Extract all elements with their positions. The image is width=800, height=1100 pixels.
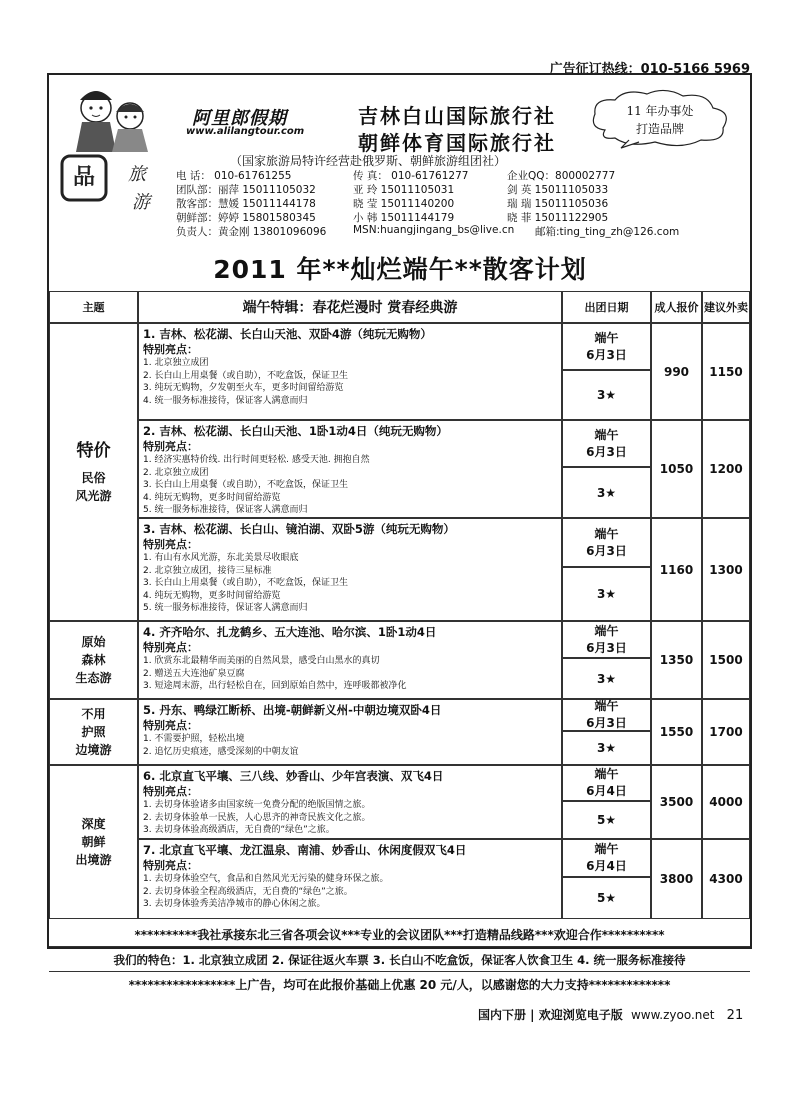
route-cell — [138, 323, 562, 420]
retail-cell — [702, 323, 750, 420]
route-item: 4. 纯玩无购物，更多时间留给游览 — [143, 590, 281, 601]
route-item: 1. 欣赏东北最精华而美丽的自然风景，感受白山黑水的真切 — [143, 656, 380, 666]
date-value: 6月4日 — [586, 784, 627, 798]
category-line: 出境游 — [75, 853, 112, 867]
star-cell — [562, 370, 651, 420]
date-value: 6月3日 — [586, 347, 627, 362]
route-highlight-label: 特别亮点： — [143, 859, 198, 872]
route-highlight-label: 特别亮点： — [143, 343, 198, 356]
route-cell — [138, 420, 562, 518]
category-line: 生态游 — [75, 671, 112, 685]
cloud-bubble-icon — [585, 88, 735, 150]
category-cell-1 — [49, 323, 138, 621]
date-label: 端午 — [594, 330, 619, 345]
star-cell — [562, 467, 651, 518]
date-cell — [562, 765, 651, 801]
page-number: 21 — [726, 1008, 744, 1023]
header-price: 成人报价 — [654, 301, 699, 314]
seal-text-2: 游 — [132, 192, 150, 213]
category-title: 特价 — [76, 441, 111, 462]
category-cell-2 — [49, 621, 138, 699]
route-item: 1. 经济实惠特价线. 出行时间更轻松. 感受天池. 拥抱自然 — [143, 455, 370, 465]
route-cell — [138, 518, 562, 621]
star-cell — [562, 801, 651, 839]
star-rating: 3★ — [596, 741, 617, 755]
category-line: 风光游 — [75, 488, 112, 503]
date-cell — [562, 323, 651, 370]
divider — [49, 946, 750, 947]
route-item: 4. 纯玩无购物，更多时间留给游览 — [143, 492, 281, 503]
contact-korea: 朝鲜部：婷婷 15801580345 — [176, 212, 316, 224]
route-item: 1. 有山有水风光游，东北美景尽收眼底 — [143, 553, 299, 563]
star-cell — [562, 658, 651, 699]
route-title: 6. 北京直飞平壤、三八线、妙香山、少年宫表演、双飞4日 — [143, 769, 444, 783]
adult-price: 1550 — [659, 725, 694, 739]
retail-cell — [702, 420, 750, 518]
date-value: 6月3日 — [586, 716, 627, 730]
star-cell — [562, 731, 651, 765]
category-line: 森林 — [81, 653, 106, 667]
contact-scatter: 散客部：慧媛 15011144178 — [176, 198, 316, 210]
route-item: 2. 长白山上用桌餐（或自助），不吃盒饭，保证卫生 — [143, 370, 348, 381]
route-item: 2. 去切身体验单一民族，人心思齐的神奇民族文化之旅。 — [143, 812, 371, 823]
route-item: 3. 去切身体验秀美洁净城市的静心休闲之旅。 — [143, 899, 326, 909]
date-cell — [562, 420, 651, 467]
footer-line-1: **********我社承接东北三省各项会议***专业的会议团队***打造精品线路***欢迎合作********** — [134, 928, 665, 942]
star-cell — [562, 567, 651, 621]
route-item: 2. 去切身体验全程高级酒店，无自费的“绿色”之旅。 — [143, 886, 353, 897]
retail-price: 4000 — [709, 795, 743, 809]
route-cell — [138, 621, 562, 699]
header-main: 端午特辑：春花烂漫时 赏春经典游 — [242, 300, 458, 316]
date-label: 端午 — [594, 842, 619, 856]
category-line: 护照 — [81, 725, 106, 739]
contact-jian: 剑 英 15011105033 — [507, 184, 609, 196]
category-cell-3 — [49, 699, 138, 765]
category-line: 民俗 — [81, 470, 106, 485]
price-cell — [651, 323, 702, 420]
divider-2 — [49, 971, 750, 972]
route-title: 7. 北京直飞平壤、龙江温泉、南浦、妙香山、休闲度假双飞4日 — [143, 843, 467, 857]
price-cell — [651, 839, 702, 919]
header-date: 出团日期 — [584, 301, 629, 314]
route-item: 4. 统一服务标准接待，保证客人满意而归 — [143, 395, 308, 406]
contact-fei: 晓 菲 15011122905 — [507, 212, 609, 224]
route-title: 3. 吉林、松花湖、长白山、镜泊湖、双卧5游（纯玩无购物） — [143, 522, 455, 536]
adult-price: 1160 — [659, 562, 694, 577]
route-item: 3. 去切身体验高级酒店，无自费的“绿色”之旅。 — [143, 825, 335, 835]
route-title: 2. 吉林、松花湖、长白山天池、1卧1动4日（纯玩无购物） — [143, 424, 448, 438]
category-line: 边境游 — [75, 743, 112, 757]
date-value: 6月4日 — [586, 859, 627, 873]
header-main-cell — [138, 291, 562, 323]
slogan-line-2: 打造品牌 — [635, 122, 684, 136]
retail-price: 4300 — [709, 872, 743, 886]
header-date-cell — [562, 291, 651, 323]
route-item: 2. 北京独立成团 — [143, 467, 209, 478]
header-retail-cell — [702, 291, 750, 323]
header-theme-cell — [49, 291, 138, 323]
star-rating: 3★ — [596, 388, 617, 402]
route-item: 5. 统一服务标准接待，保证客人满意而归 — [143, 505, 308, 515]
date-label: 端午 — [594, 427, 619, 442]
slogan-line-1: 11 年办事处 — [626, 104, 694, 118]
company-name-2: 朝鲜体育国际旅行社 — [358, 131, 556, 155]
route-highlight-label: 特别亮点： — [143, 641, 198, 654]
retail-cell — [702, 518, 750, 621]
ad-hotline: 广告征订热线：010-5166 5969 — [549, 62, 750, 77]
retail-price: 1700 — [709, 725, 743, 739]
category-line: 原始 — [81, 635, 106, 649]
date-label: 端午 — [594, 623, 619, 638]
route-title: 5. 丹东、鸭绿江断桥、出境-朝鲜新义州-中朝边境双卧4日 — [143, 703, 442, 717]
route-item: 1. 去切身体验空气，食品和自然风光无污染的健身环保之旅。 — [143, 874, 389, 884]
route-cell — [138, 699, 562, 765]
contact-qq: 企业QQ：800002777 — [507, 170, 616, 182]
price-cell — [651, 518, 702, 621]
route-highlight-label: 特别亮点： — [143, 719, 198, 732]
mascot-logo — [58, 80, 168, 155]
date-cell — [562, 518, 651, 567]
price-cell — [651, 621, 702, 699]
route-cell — [138, 839, 562, 919]
route-title: 1. 吉林、松花湖、长白山天池、双卧4游（纯玩无购物） — [143, 327, 432, 341]
brand-url[interactable]: www.alilangtour.com — [186, 126, 305, 137]
date-label: 端午 — [594, 699, 619, 713]
adult-price: 1350 — [659, 653, 694, 667]
retail-cell — [702, 765, 750, 839]
route-highlight-label: 特别亮点： — [143, 440, 198, 453]
footer-line-2: 我们的特色：1. 北京独立成团 2. 保证往返火车票 3. 长白山不吃盒饭，保证客人饮食卫生 4. 统一服务标准接待 — [113, 953, 686, 967]
license-note: （国家旅游局特许经营赴俄罗斯、朝鲜旅游组团社） — [230, 154, 507, 168]
quality-seal-logo — [58, 150, 168, 220]
route-item: 2. 北京独立成团，接待三星标准 — [143, 565, 272, 576]
company-name-1: 吉林白山国际旅行社 — [358, 104, 556, 128]
retail-price: 1300 — [709, 562, 743, 577]
route-item: 3. 短途周末游，出行轻松自在，回到原始自然中，连呼吸都被净化 — [143, 681, 407, 691]
contact-team: 团队部：丽萍 15011105032 — [176, 184, 316, 196]
retail-price: 1200 — [709, 462, 743, 476]
date-value: 6月3日 — [586, 543, 627, 558]
footer-label: 国内下册 | 欢迎浏览电子版 — [478, 1008, 623, 1022]
route-item: 3. 纯玩无购物，夕发朝至火车，更多时间留给游览 — [143, 383, 344, 393]
date-value: 6月3日 — [586, 444, 627, 459]
contact-email[interactable]: 邮箱:ting_ting_zh@126.com — [535, 226, 680, 238]
page-title: 2011 年**灿烂端午**散客计划 — [213, 255, 587, 284]
route-title: 4. 齐齐哈尔、扎龙鹤乡、五大连池、哈尔滨、1卧1动4日 — [143, 625, 437, 639]
route-item: 2. 追忆历史痕迹，感受深刻的中朝友谊 — [143, 746, 299, 757]
star-rating: 3★ — [596, 671, 617, 686]
adult-price: 3500 — [659, 795, 694, 809]
footer-site[interactable]: www.zyoo.net — [630, 1008, 715, 1022]
footer-line-3: *****************上广告，均可在此报价基础上优惠 20 元/人，以感谢您的大力支持************* — [128, 978, 671, 992]
seal-text: 旅 — [128, 164, 146, 185]
adult-price: 990 — [663, 364, 690, 379]
contact-phone: 电 话： 010-61761255 — [176, 170, 292, 182]
star-rating: 3★ — [596, 485, 617, 500]
contact-rui: 瑞 瑞 15011105036 — [507, 198, 609, 210]
price-cell — [651, 765, 702, 839]
page-footer — [478, 1006, 743, 1023]
route-highlight-label: 特别亮点： — [143, 538, 198, 551]
route-item: 2. 赠送五大连池矿泉豆腐 — [143, 668, 245, 679]
star-rating: 3★ — [596, 587, 617, 601]
adult-price: 3800 — [659, 872, 694, 886]
category-line: 深度 — [81, 817, 106, 831]
contact-manager: 负责人：黄金刚 13801096096 — [176, 226, 327, 238]
route-item: 1. 去切身体验诸多由国家统一免费分配的绝版国情之旅。 — [143, 800, 371, 810]
contact-fax: 传 真： 010-61761277 — [353, 170, 469, 182]
header-retail: 建议外卖 — [704, 301, 748, 314]
date-label: 端午 — [594, 526, 619, 541]
contact-msn[interactable]: MSN:huangjingang_bs@live.cn — [353, 224, 515, 236]
seal-char: 品 — [72, 164, 96, 190]
header-price-cell — [651, 291, 702, 323]
retail-cell — [702, 621, 750, 699]
retail-price: 1500 — [709, 653, 743, 667]
route-cell — [138, 765, 562, 839]
route-item: 3. 长白山上用桌餐（或自助），不吃盒饭，保证卫生 — [143, 578, 348, 588]
star-rating: 5★ — [596, 813, 617, 827]
contact-ya: 亚 玲 15011105031 — [353, 184, 455, 196]
contact-han: 小 韩 15011144179 — [353, 212, 455, 224]
date-cell — [562, 621, 651, 658]
route-item: 5. 统一服务标准接待，保证客人满意而归 — [143, 603, 308, 613]
adult-price: 1050 — [659, 462, 694, 476]
date-cell — [562, 839, 651, 877]
retail-cell — [702, 699, 750, 765]
star-cell — [562, 877, 651, 919]
date-cell — [562, 699, 651, 731]
route-highlight-label: 特别亮点： — [143, 785, 198, 798]
contact-xiao: 晓 莹 15011140200 — [353, 198, 455, 210]
category-cell-4 — [49, 765, 138, 919]
price-cell — [651, 420, 702, 518]
retail-price: 1150 — [709, 364, 743, 379]
route-item: 3. 长白山上用桌餐（或自助），不吃盒饭，保证卫生 — [143, 480, 348, 490]
brand-name: 阿里郎假期 — [192, 108, 287, 129]
price-cell — [651, 699, 702, 765]
route-item: 1. 不需要护照，轻松出境 — [143, 734, 245, 744]
star-rating: 5★ — [596, 891, 617, 905]
header-theme: 主题 — [82, 301, 105, 314]
retail-cell — [702, 839, 750, 919]
category-line: 不用 — [81, 707, 106, 721]
date-label: 端午 — [594, 767, 619, 781]
category-line: 朝鲜 — [81, 835, 106, 849]
date-value: 6月3日 — [586, 640, 627, 655]
route-item: 1. 北京独立成团 — [143, 358, 209, 368]
